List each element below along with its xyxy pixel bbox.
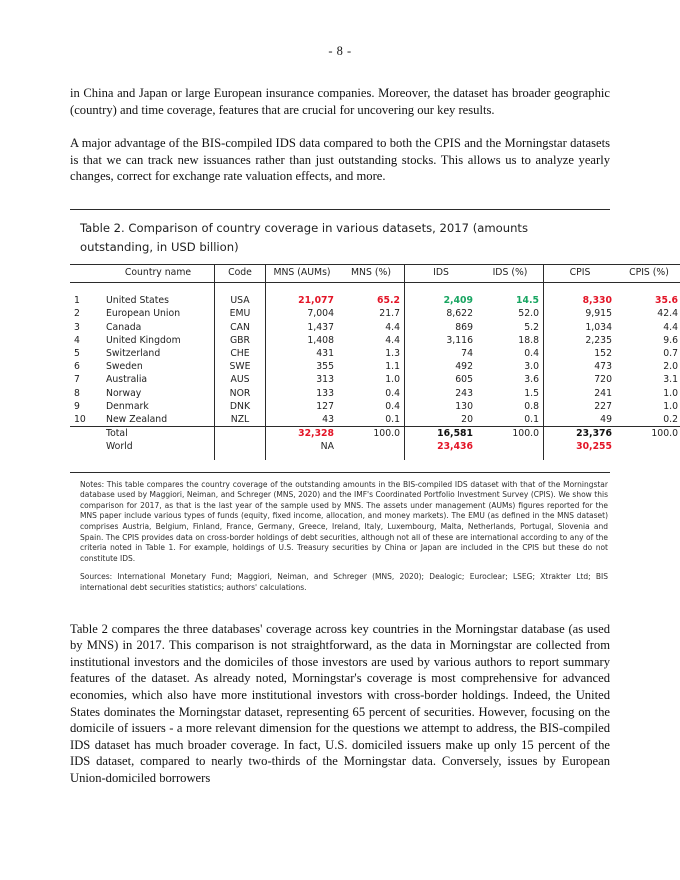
header-mns-aums: MNS (AUMs) <box>266 264 339 282</box>
cell-cpis: 473 <box>544 360 617 373</box>
cell-cpis: 49 <box>544 413 617 427</box>
cell-code: USA <box>215 294 266 307</box>
cell-num: 5 <box>74 348 80 359</box>
table-row <box>70 347 680 360</box>
cell-ids-pct: 3.0 <box>524 361 539 373</box>
cell-code: NZL <box>215 413 266 427</box>
cell-cpis: 720 <box>544 373 617 386</box>
intro-paragraph-1: in China and Japan or large European insurance companies. Moreover, the dataset has broader geographic (country) and time coverage, features that are crucial for uncovering our key results. <box>70 86 610 117</box>
cell-country: United States <box>106 295 169 307</box>
cell-code: GBR <box>215 334 266 347</box>
table-row <box>70 373 680 386</box>
cell-mns: 43 <box>266 413 339 427</box>
cell-world-mns-pct <box>338 440 405 453</box>
cell-country: Denmark <box>106 400 149 412</box>
cell-mns: 7,004 <box>266 307 339 320</box>
table-caption-line-1: Table 2. Comparison of country coverage in various datasets, 2017 (amounts <box>80 220 529 235</box>
cell-mns-pct: 1.3 <box>385 348 400 359</box>
cell-cpis-pct: 3.1 <box>663 374 678 386</box>
cell-mns-pct: 1.0 <box>385 374 400 386</box>
cell-mns-pct: 21.7 <box>379 308 400 320</box>
table-row <box>70 400 680 413</box>
page-number: - 8 - <box>328 44 352 58</box>
cell-code <box>215 427 266 441</box>
cell-country: European Union <box>106 308 181 320</box>
cell-world-cpis: 30,255 <box>544 440 617 453</box>
cell-ids: 8,622 <box>405 307 478 320</box>
cell-ids: 74 <box>405 347 478 360</box>
cell-mns: 1,408 <box>266 334 339 347</box>
header-num <box>70 264 102 282</box>
cell-cpis: 152 <box>544 347 617 360</box>
cell-country: New Zealand <box>106 413 168 425</box>
table-row <box>70 321 680 334</box>
table-row <box>70 360 680 373</box>
cell-mns-pct: 4.4 <box>385 321 400 333</box>
table-world-row <box>70 440 680 453</box>
cell-total-ids: 16,581 <box>405 427 478 441</box>
cell-cpis-pct: 35.6 <box>655 295 678 307</box>
cell-code: CAN <box>215 321 266 334</box>
cell-mns: 355 <box>266 360 339 373</box>
cell-code: SWE <box>215 360 266 373</box>
cell-cpis: 241 <box>544 386 617 399</box>
cell-num: 10 <box>74 413 86 425</box>
cell-mns: 1,437 <box>266 321 339 334</box>
cell-ids-pct: 0.4 <box>524 348 539 359</box>
cell-world-mns: NA <box>266 440 339 453</box>
cell-cpis-pct: 1.0 <box>663 387 678 399</box>
table-header-row <box>70 264 680 282</box>
cell-cpis: 2,235 <box>544 334 617 347</box>
table-caption <box>70 210 610 264</box>
cell-total-cpis: 23,376 <box>544 427 617 441</box>
cell-ids-pct: 5.2 <box>524 321 539 333</box>
cell-mns-pct: 4.4 <box>385 334 400 346</box>
table-row <box>70 334 680 347</box>
cell-num: 6 <box>74 361 80 373</box>
header-cpis: CPIS <box>544 264 617 282</box>
table-total-row <box>70 427 680 441</box>
table-row <box>70 294 680 307</box>
cell-code <box>215 440 266 453</box>
cell-country: Norway <box>106 387 142 399</box>
cell-num: 9 <box>74 400 80 412</box>
cell-ids: 492 <box>405 360 478 373</box>
cell-ids: 869 <box>405 321 478 334</box>
header-mns-pct: MNS (%) <box>338 264 405 282</box>
table-row <box>70 413 680 427</box>
table-spacer-row <box>70 453 680 459</box>
header-code: Code <box>215 264 266 282</box>
cell-world-ids: 23,436 <box>405 440 478 453</box>
cell-num: 1 <box>74 295 80 307</box>
intro-paragraph-2: A major advantage of the BIS-compiled IDS data compared to both the CPIS and the Morningstar datasets is that we can track new issuances rather than just outstanding stocks. This allows us to analyze yearly changes, correct for exchange rate valuation effects, and more. <box>70 136 610 184</box>
cell-ids: 3,116 <box>405 334 478 347</box>
cell-country: Sweden <box>106 361 143 373</box>
cell-total-label: Total <box>102 427 215 441</box>
cell-mns-pct: 1.1 <box>385 361 400 373</box>
cell-cpis: 227 <box>544 400 617 413</box>
cell-ids-pct: 0.1 <box>524 413 539 425</box>
cell-mns-pct: 0.4 <box>385 400 400 412</box>
cell-total-mns: 32,328 <box>266 427 339 441</box>
cell-cpis: 1,034 <box>544 321 617 334</box>
cell-total-cpis-pct: 100.0 <box>616 427 680 441</box>
country-coverage-table <box>70 264 680 460</box>
cell-code: EMU <box>215 307 266 320</box>
cell-country: Canada <box>106 321 142 333</box>
header-country-name: Country name <box>102 264 215 282</box>
cell-total-ids-pct: 100.0 <box>477 427 544 441</box>
notes-text: Notes: This table compares the country coverage of the outstanding amounts in the BIS-compiled IDS dataset with that of the Morningstar database used by Maggiori, Neiman, and Schreger (MNS, 2020) and the IMF's Coordinated Portfolio Investment Survey (CPIS). We show this comparison for 2017, as that is the last year of the sample used by MNS. The assets under management (AUMs) figures reported for the MNS paper include various types of funds (equity, fixed income, allocation, and money markets). The EMU (as defined in the MNS dataset) comprises Austria, Belgium, Finland, France, Germany, Greece, Ireland, Italy, Luxembourg, Malta, Netherlands, Portugal, Slovenia and Spain. The CPIS provides data on cross-border holdings of debt securities, although not all of these are international according to any of the criteria noted in Table 1. For example, holdings of U.S. Treasury securities by China or Japan are included in the CPIS but these do not constitute IDS. <box>80 479 608 563</box>
cell-world-label: World <box>106 441 133 453</box>
cell-ids-pct: 3.6 <box>524 374 539 386</box>
cell-mns-pct: 65.2 <box>377 295 400 307</box>
cell-cpis-pct: 0.2 <box>663 413 678 425</box>
cell-ids: 605 <box>405 373 478 386</box>
cell-cpis-pct: 1.0 <box>663 400 678 412</box>
cell-ids: 243 <box>405 386 478 399</box>
header-ids-pct: IDS (%) <box>477 264 544 282</box>
cell-country: Switzerland <box>106 348 161 359</box>
cell-total-mns-pct: 100.0 <box>338 427 405 441</box>
cell-cpis: 8,330 <box>544 294 617 307</box>
cell-mns: 431 <box>266 347 339 360</box>
cell-mns: 127 <box>266 400 339 413</box>
cell-code: DNK <box>215 400 266 413</box>
cell-ids-pct: 0.8 <box>524 400 539 412</box>
cell-ids-pct: 1.5 <box>524 387 539 399</box>
cell-mns: 133 <box>266 386 339 399</box>
cell-country: United Kingdom <box>106 334 181 346</box>
cell-cpis-pct: 2.0 <box>663 361 678 373</box>
table-row <box>70 307 680 320</box>
cell-ids-pct: 14.5 <box>516 295 539 307</box>
table-body <box>70 282 680 459</box>
table-2-block <box>70 209 678 594</box>
cell-mns-pct: 0.4 <box>385 387 400 399</box>
cell-num <box>70 440 102 453</box>
cell-mns-pct: 0.1 <box>385 413 400 425</box>
cell-ids: 20 <box>405 413 478 427</box>
cell-num: 8 <box>74 387 80 399</box>
table-row <box>70 386 680 399</box>
cell-code: CHE <box>215 347 266 360</box>
cell-ids: 2,409 <box>405 294 478 307</box>
table-caption-line-2: outstanding, in USD billion) <box>80 239 239 254</box>
table-notes <box>70 473 610 594</box>
cell-num: 7 <box>74 374 80 386</box>
cell-num: 2 <box>74 308 80 320</box>
sources-text: Sources: International Monetary Fund; Maggiori, Neiman, and Schreger (MNS, 2020); Dealogic; Euroclear; LSEG; Xtrakter Ltd; BIS international debt securities statistics; authors' calculations. <box>80 572 608 592</box>
cell-num <box>70 427 102 441</box>
cell-world-ids-pct <box>477 440 544 453</box>
cell-mns: 21,077 <box>266 294 339 307</box>
cell-cpis-pct: 42.4 <box>657 308 678 320</box>
cell-ids: 130 <box>405 400 478 413</box>
cell-ids-pct: 18.8 <box>518 334 539 346</box>
cell-ids-pct: 52.0 <box>518 308 539 320</box>
table-spacer-row <box>70 282 680 294</box>
header-cpis-pct: CPIS (%) <box>616 264 680 282</box>
header-ids: IDS <box>405 264 478 282</box>
cell-code: NOR <box>215 386 266 399</box>
cell-cpis-pct: 9.6 <box>663 334 678 346</box>
cell-cpis: 9,915 <box>544 307 617 320</box>
cell-country: Australia <box>106 374 148 386</box>
cell-num: 4 <box>74 334 80 346</box>
cell-cpis-pct: 4.4 <box>663 321 678 333</box>
closing-paragraph: Table 2 compares the three databases' coverage across key countries in the Morningstar database (as used by MNS) in 2017. This comparison is not straightforward, as the data in Morningstar are collected from institutional investors and the domiciles of those investors are used by various authors to report summary features of the dataset. As already noted, Morningstar's coverage is most comprehensive for advanced economies, which also have more institutional investors with cross-border holdings. Indeed, the United States dominates the Morningstar dataset, representing 65 percent of securities. However, focusing on the domicile of issuers - a more relevant dimension for the questions we attempt to address, the BIS-compiled IDS dataset has much broader coverage. In fact, U.S. domiciled issuers make up only 15 percent of the IDS dataset, compared to nearly two-thirds of the Morningstar data. Conversely, issues by European Union-domiciled borrowers <box>70 621 610 785</box>
cell-code: AUS <box>215 373 266 386</box>
cell-world-cpis-pct <box>616 440 680 453</box>
cell-mns: 313 <box>266 373 339 386</box>
cell-num: 3 <box>74 321 80 333</box>
cell-cpis-pct: 0.7 <box>663 348 678 359</box>
